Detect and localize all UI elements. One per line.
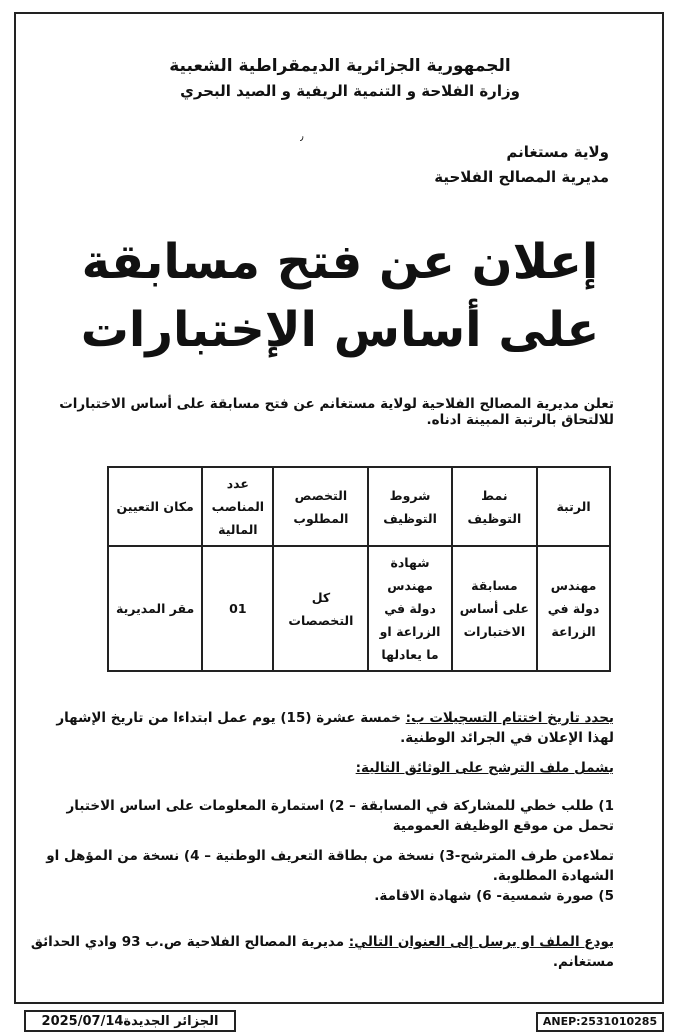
- cell-specialty: كل التخصصات: [273, 546, 368, 671]
- republic-header: الجمهورية الجزائرية الديمقراطية الشعبية: [169, 56, 511, 76]
- submission-text: مديرية المصالح الفلاحية ص.ب 93 وادي الحدائق مستغانم.: [30, 934, 614, 970]
- submission-label: يودع الملف او يرسل إلى العنوان التالي:: [348, 934, 614, 950]
- col-header-grade: الرتبة: [537, 467, 610, 546]
- newspaper-date-box: الجزائر الجديدة2025/07/14: [24, 1010, 236, 1032]
- col-header-conditions: شروط التوظيف: [368, 467, 451, 546]
- deadline-paragraph: [28, 708, 614, 748]
- documents-line3: 5) صورة شمسية- 6) شهادة الاقامة.: [374, 888, 614, 904]
- wilaya-header: ولاية مستغانم: [506, 143, 609, 161]
- documents-label: يشمل ملف الترشح على الوثائق التالية:: [355, 760, 614, 776]
- scan-mark: ٫: [300, 130, 304, 143]
- col-header-recruitment-mode: نمط التوظيف: [452, 467, 537, 546]
- table-header-row: [108, 467, 610, 546]
- intro-paragraph: تعلن مديرية المصالح الفلاحية لولاية مستغانم عن فتح مسابقة على أساس الاختبارات للالتحاق بالرتبة المبينة ادناه.: [59, 396, 614, 428]
- submission-paragraph: [28, 932, 614, 972]
- col-header-specialty: التخصص المطلوب: [273, 467, 368, 546]
- cell-grade: مهندس دولة في الزراعة: [537, 546, 610, 671]
- documents-line2: تملاءمن طرف المترشح-3) نسخة من بطاقة التعريف الوطنية – 4) نسخة من المؤهل او الشهادة المطلوبة.: [46, 848, 614, 884]
- table-row: [108, 546, 610, 671]
- cell-conditions: شهادة مهندس دولة في الزراعة او ما يعادلها: [368, 546, 451, 671]
- ministry-header: وزارة الفلاحة و التنمية الريفية و الصيد البحري: [180, 82, 520, 100]
- deadline-text: خمسة عشرة (15) يوم عمل ابتداءا من تاريخ الإشهار لهذا الإعلان في الجرائد الوطنية.: [56, 710, 614, 746]
- announcement-title-line2: على أساس الإختبارات: [80, 302, 600, 358]
- documents-line1: 1) طلب خطي للمشاركة في المسابقة – 2) استمارة المعلومات على اساس الاختبار تحمل من موقع الوظيفة العمومية: [66, 798, 614, 834]
- cell-recruitment-mode: مسابقة على أساس الاختبارات: [452, 546, 537, 671]
- anep-reference-box: ANEP:2531010285: [536, 1012, 664, 1032]
- positions-table: [107, 466, 611, 672]
- col-header-positions: عدد المناصب المالية: [202, 467, 273, 546]
- col-header-location: مكان التعيين: [108, 467, 202, 546]
- deadline-label: يحدد تاريخ اختتام التسجيلات ب:: [405, 710, 614, 726]
- announcement-title-line1: إعلان عن فتح مسابقة: [81, 234, 599, 290]
- cell-location: مقر المديرية: [108, 546, 202, 671]
- cell-positions: 01: [202, 546, 273, 671]
- directorate-header: مديرية المصالح الفلاحية: [434, 168, 609, 186]
